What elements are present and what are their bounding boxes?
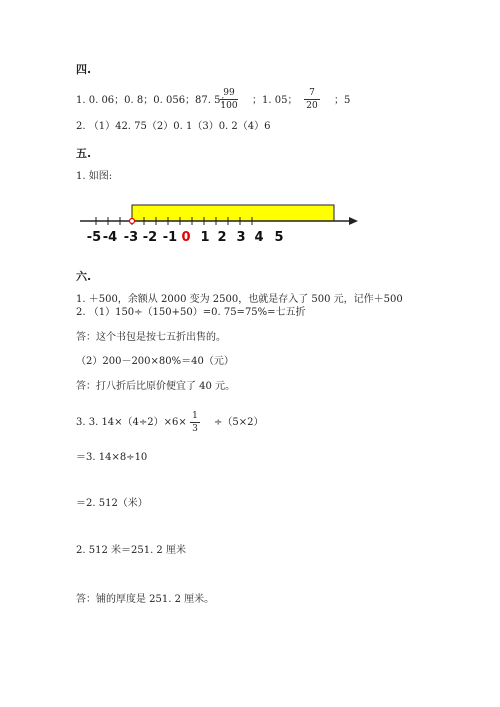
fraction-bar (304, 99, 320, 100)
tick-label: 0 (181, 230, 191, 245)
section-heading-4: 四. (76, 63, 92, 76)
tick-label: 2 (217, 230, 227, 245)
tick-label: -1 (162, 230, 178, 245)
fraction-denominator: 100 (220, 101, 238, 111)
s4-q1-prefix: 1. 0. 06；0. 8；0. 056；87. 5； (76, 95, 231, 106)
fraction-denominator: 3 (192, 424, 198, 434)
s5-q1: 1. 如图: (76, 171, 113, 182)
tick-label: -2 (142, 230, 158, 245)
s6-answer-2: 答：打八折后比原价便宜了 40 元。 (76, 381, 236, 392)
s6-answer-1: 答：这个书包是按七五折出售的。 (76, 332, 226, 343)
s6-line-7: ＝3. 14×8÷10 (76, 452, 148, 463)
tick-label: -4 (102, 230, 118, 245)
s6-line-2: 2. （1）150÷（150+50）=0. 75=75%=七五折 (76, 307, 306, 318)
fraction-bar (220, 99, 238, 100)
s4-q1-mid: ；1. 05； (252, 95, 298, 106)
s4-q1-suffix: ；5 (334, 95, 351, 106)
tick-label: 5 (274, 230, 284, 245)
s6-answer-3: 答：铺的厚度是 251. 2 厘米。 (76, 594, 215, 605)
fraction-denominator: 20 (306, 101, 318, 111)
s6-line-8: ＝2. 512（米） (76, 498, 148, 509)
tick-label: -3 (123, 230, 139, 245)
section-heading-5: 五. (76, 147, 92, 160)
tick-label: 1 (200, 230, 210, 245)
endpoint-circle (130, 219, 135, 224)
fraction-7-20 (304, 88, 320, 111)
s6-line-6-prefix: 3. 3. 14×（4÷2）×6× (76, 417, 187, 428)
section-heading-6: 六. (76, 270, 92, 283)
highlighted-range (132, 205, 334, 221)
fraction-99-100 (220, 88, 238, 111)
tick-label: 4 (254, 230, 264, 245)
fraction-numerator: 1 (192, 411, 198, 421)
s6-line-1: 1. ＋500，余额从 2000 变为 2500，也就是存入了 500 元，记作＋500 (76, 294, 403, 305)
s6-line-9: 2. 512 米＝251. 2 厘米 (76, 545, 186, 556)
fraction-numerator: 7 (309, 88, 315, 98)
fraction-bar (190, 422, 200, 423)
number-line-arrow (349, 217, 358, 225)
tick-label: 3 (236, 230, 246, 245)
tick-label: -5 (86, 230, 102, 245)
s6-line-6-suffix: ÷（5×2） (214, 417, 264, 428)
fraction-1-3 (190, 411, 200, 434)
s4-q2: 2. （1）42. 75（2）0. 1（3）0. 2（4）6 (76, 121, 271, 132)
s6-line-4: （2）200－200×80%＝40（元） (76, 356, 234, 367)
fraction-numerator: 99 (223, 88, 235, 98)
number-line-figure (0, 195, 500, 250)
